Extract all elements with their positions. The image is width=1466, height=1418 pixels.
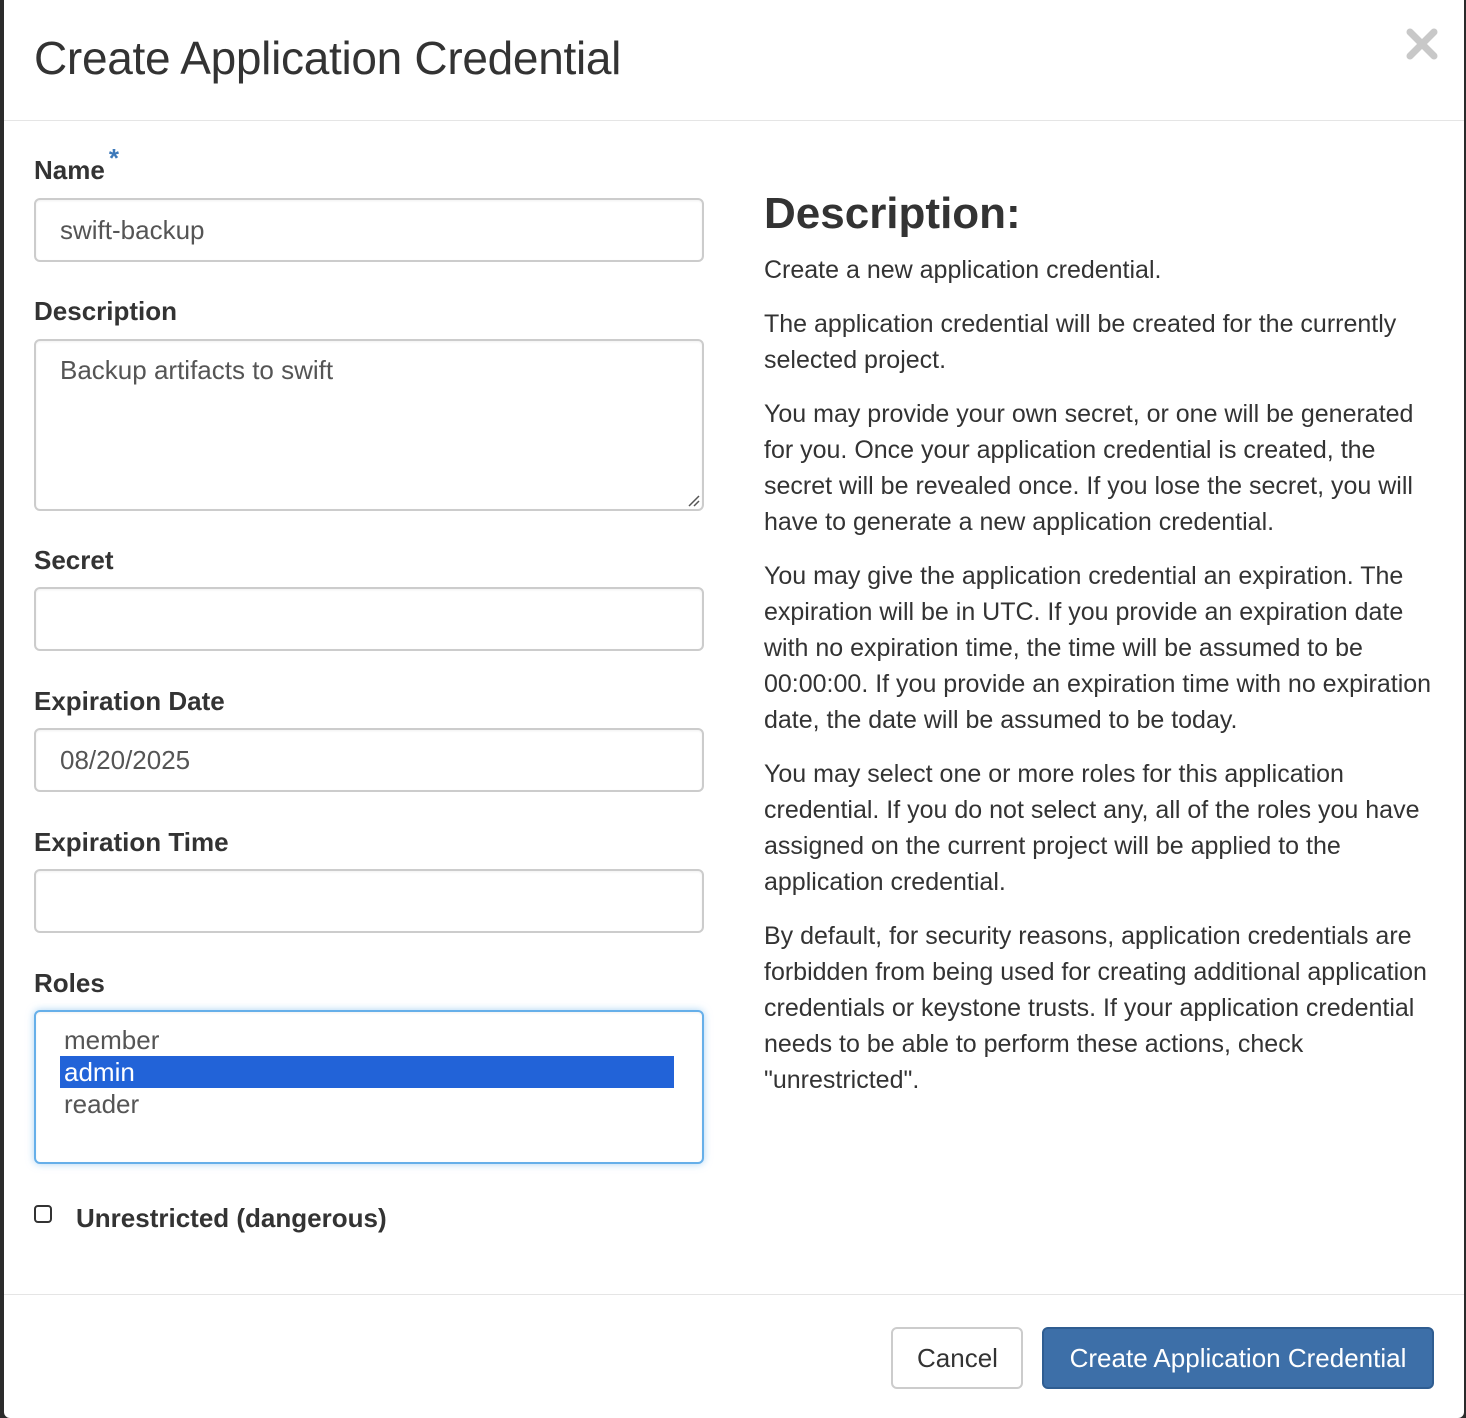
help-paragraph: You may give the application credential an expiration. The expiration will be in UTC. If you provide an expiration date with no expiration time, the time will be assumed to be 00:00:00. If you provide an expiration time with no expiration date, the date will be assumed to be today. (764, 562, 1432, 734)
resize-grip-icon[interactable] (686, 493, 700, 507)
modal-title: Create Application Credential (34, 32, 622, 84)
cancel-button[interactable]: Cancel (891, 1327, 1023, 1389)
description-wrapper (34, 339, 704, 511)
close-button[interactable] (1402, 22, 1442, 66)
name-label (34, 143, 119, 186)
roles-label: Roles (34, 968, 105, 998)
help-heading: Description: (764, 189, 1021, 238)
expiration-time-input[interactable] (34, 869, 704, 933)
required-star: * (108, 143, 119, 173)
create-credential-button[interactable]: Create Application Credential (1042, 1327, 1434, 1389)
help-paragraph: By default, for security reasons, application credentials are forbidden from being used for creating additional application credentials or keystone trusts. If your application credential needs to be able to perform these actions, check "unrestricted". (764, 922, 1427, 1094)
help-paragraph: You may provide your own secret, or one will be generated for you. Once your application credential is created, the secret will be revealed once. If you lose the secret, you will have to generate a new application credential. (764, 400, 1414, 536)
secret-input[interactable] (34, 587, 704, 651)
name-label-text: Name (34, 155, 105, 185)
expiration-date-label: Expiration Date (34, 686, 225, 716)
secret-label: Secret (34, 545, 114, 575)
close-icon (1402, 22, 1442, 66)
unrestricted-checkbox-row[interactable] (34, 1198, 387, 1238)
unrestricted-label: Unrestricted (dangerous) (76, 1202, 387, 1233)
roles-multiselect[interactable] (34, 1010, 704, 1164)
help-column (764, 186, 1444, 1116)
name-input[interactable] (34, 198, 704, 262)
description-label: Description (34, 296, 178, 326)
help-paragraph: Create a new application credential. (764, 256, 1162, 284)
unrestricted-checkbox[interactable] (34, 1205, 52, 1223)
create-credential-modal (4, 0, 1464, 1418)
help-paragraph: The application credential will be created for the currently selected project. (764, 310, 1397, 374)
modal-header (4, 0, 1464, 121)
help-paragraph: You may select one or more roles for this application credential. If you do not select any, all of the roles you have assigned on the current project will be applied to the application credential. (764, 760, 1420, 896)
description-textarea[interactable] (34, 339, 704, 511)
expiration-date-input[interactable] (34, 728, 704, 792)
role-option-admin[interactable]: admin (60, 1056, 674, 1088)
role-option-reader[interactable]: reader (64, 1089, 140, 1119)
modal-footer (4, 1294, 1464, 1418)
expiration-time-label: Expiration Time (34, 827, 229, 857)
role-option-member[interactable]: member (64, 1025, 160, 1055)
